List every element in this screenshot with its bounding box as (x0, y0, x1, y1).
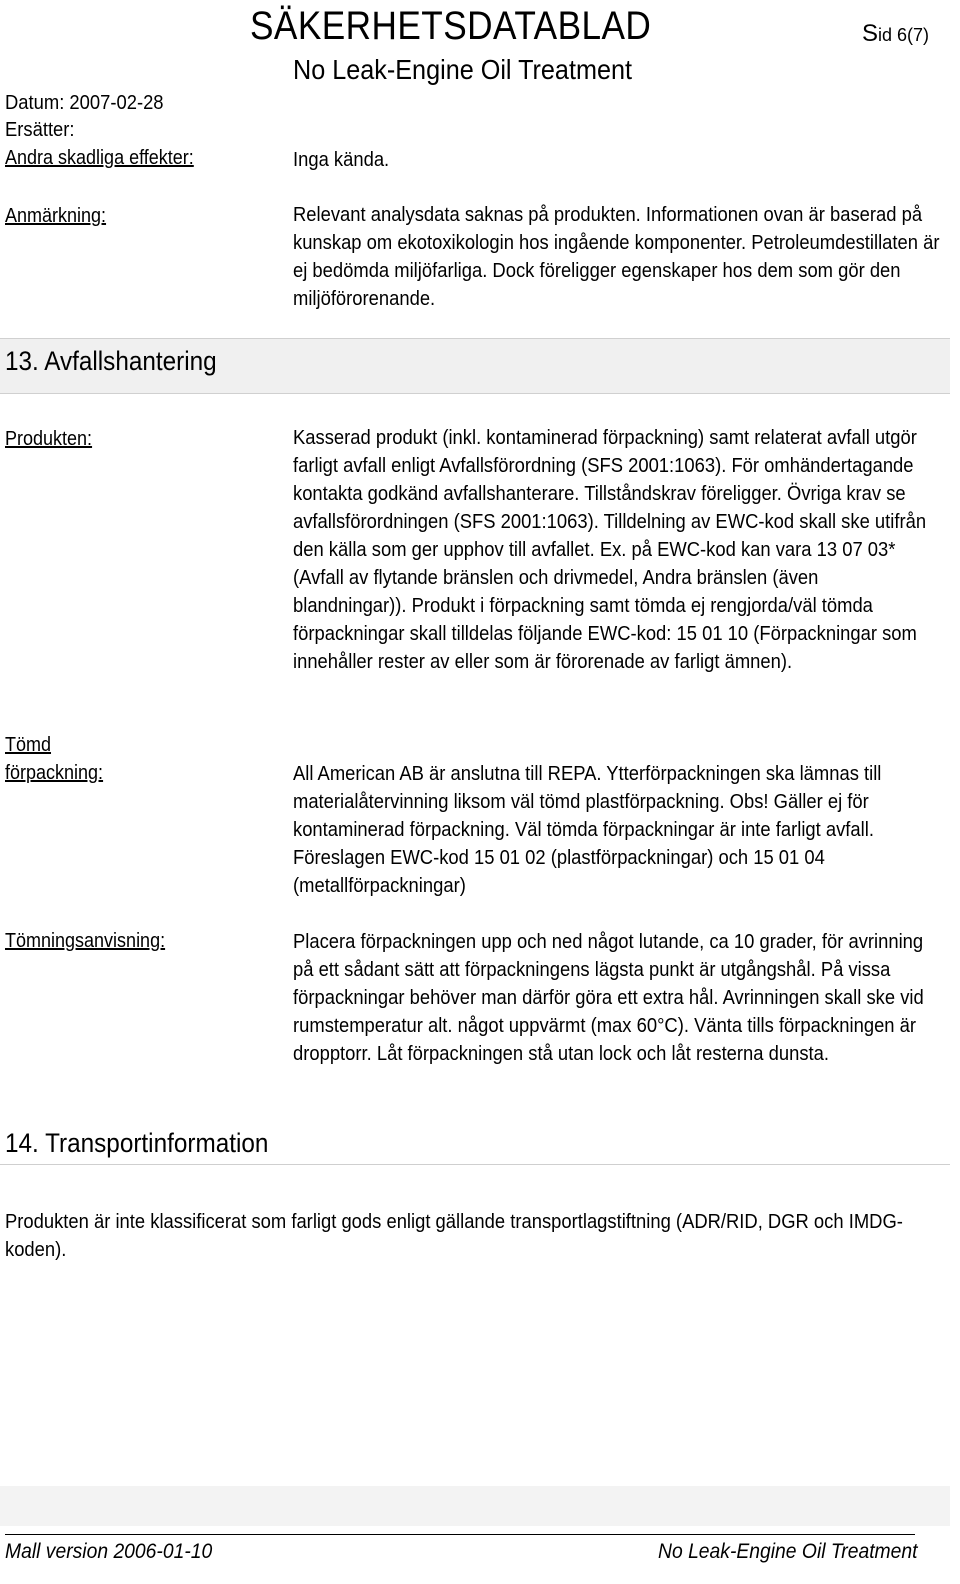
empty-packaging-label-line2: förpackning: (5, 762, 104, 784)
footer-product-name: No Leak-Engine Oil Treatment (658, 1540, 918, 1563)
section-14-heading: 14. Transportinformation (5, 1128, 269, 1158)
remark-text: Relevant analysdata saknas på produkten. Informationen ovan är baserad på kunskap om ekotoxikologin hos ingående komponenter. Petroleumdestillaten är ej bedömda miljöfarliga. Dock föreligger egenskaper hos dem som gör den miljöförorenande. (293, 204, 940, 310)
template-version: Mall version 2006-01-10 (5, 1540, 213, 1563)
other-effects-label: Andra skadliga effekter: (5, 147, 194, 169)
product-disposal-text: Kasserad produkt (inkl. kontaminerad förpackning) samt relaterat avfall utgör farligt avfall enligt Avfallsförordning (SFS 2001:1063). För omhändertagande kontakta godkänd avfallshanterare. Tillståndskrav föreligger. Övriga krav se avfallsförordningen (SFS 2001:1063). Tilldelning av EWC-kod skall ske utifrån den källa som ger upphov till avfallet. Ex. på EWC-kod kan vara 13 07 03* (Avfall av flytande bränslen och drivmedel, Andra bränslen (även blandningar)). Produkt i förpackning samt tömda ej rengjorda/väl tömda förpackningar skall tilldelas följande EWC-kod: 15 01 10 (Förpackningar som innehåller rester av eller som är förorenade av farligt ämnen). (293, 427, 927, 673)
product-name-header: No Leak-Engine Oil Treatment (293, 54, 632, 85)
emptying-instructions-text: Placera förpackningen upp och ned något lutande, ca 10 grader, för avrinning på ett sådant sätt att förpackningens lägsta punkt är utgångshål. På vissa förpackningar behöver man därför göra ett extra hål. Avrinningen skall ske vid rumstemperatur alt. något uppvärmt (max 60°C). Vänta tills förpackningen är dropptorr. Låt förpackningen stå utan lock och låt resterna dunsta. (293, 931, 924, 1065)
empty-packaging-label-line1: Tömd (5, 734, 52, 756)
page-number-prefix: S (862, 20, 879, 47)
footer-rule (5, 1534, 915, 1535)
empty-packaging-text: All American AB är anslutna till REPA. Ytterförpackningen ska lämnas till materialåtervinning liksom väl tömd plastförpackning. Obs! Gäller ej för kontaminerad förpackning. Väl tömda förpackningar är inte farligt avfall. Föreslagen EWC-kod 15 01 02 (plastförpackningar) och 15 01 04 (metallförpackningar) (293, 763, 882, 897)
page-number-rest: id 6(7) (878, 25, 930, 45)
section-14-divider (0, 1164, 950, 1165)
section-13-heading: 13. Avfallshantering (5, 346, 217, 376)
replaces-label: Ersätter: (5, 119, 75, 141)
emptying-instructions-label: Tömningsanvisning: (5, 930, 166, 952)
footer-band (0, 1486, 950, 1526)
page-number (862, 20, 929, 48)
remark-label: Anmärkning: (5, 205, 107, 227)
transport-info-text: Produkten är inte klassificerat som farligt gods enligt gällande transportlagstiftning (ADR/RID, DGR och IMDG-koden). (5, 1211, 903, 1261)
product-disposal-label: Produkten: (5, 428, 93, 450)
document-date: Datum: 2007-02-28 (5, 92, 164, 114)
document-title: SÄKERHETSDATABLAD (250, 4, 652, 48)
other-effects-text: Inga kända. (293, 149, 390, 171)
